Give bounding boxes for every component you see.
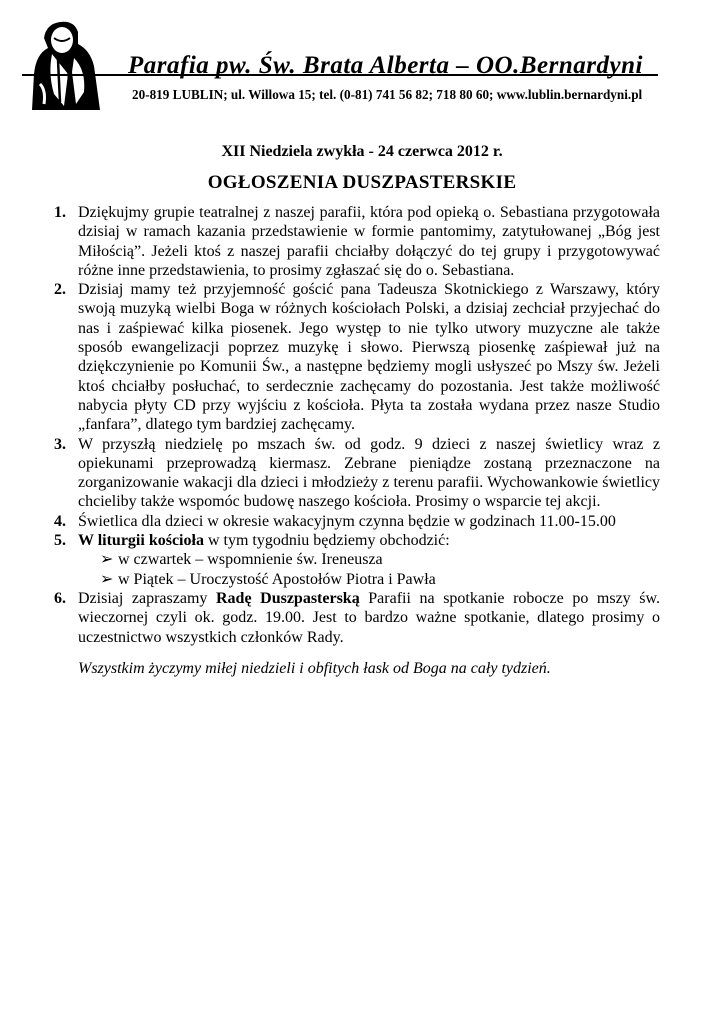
document-title: OGŁOSZENIA DUSZPASTERSKIE [207, 172, 517, 193]
item-text: Dziękujmy grupie teatralnej z naszej parafii, która pod opieką o. Sebastiana przygotowała dzisiaj w ramach kazania przedstawienie w formie pantomimy, zatytułowanej „Bóg jest Miłością”. Jeżeli ktoś z naszej parafii chciałby dołączyć do tej grupy i przygotowywać różne inne przedstawienia, to prosimy zgłaszać się do o. Sebastiana. [78, 204, 660, 279]
item-bold-text: W liturgii kościoła [78, 532, 204, 550]
item-number: 3. [54, 435, 66, 453]
item-text: Świetlica dla dzieci w okresie wakacyjnym czynna będzie w godzinach 11.00-15.00 [78, 512, 616, 530]
friar-figure-icon [24, 14, 112, 112]
arrow-bullet-icon: ➢ [100, 570, 114, 588]
announcement-item-3 [54, 435, 660, 512]
item-text: Parafii na spotkanie robocze po mszy św. wieczornej czyli ok. godz. 19.00. Jest to bardzo ważne spotkanie, dlatego prosimy o uczestnictwo wszystkich członków Rady. [78, 589, 661, 646]
announcement-item-5 [54, 531, 660, 589]
item-number: 6. [54, 589, 66, 607]
item-number: 1. [54, 204, 66, 221]
item-text: W przyszłą niedzielę po mszach św. od godz. 9 dzieci z naszej świetlicy wraz z opiekunami przeprowadzą kiermasz. Zebrane pieniądze zostaną przeznaczone na zorganizowanie wakacji dla dzieci i młodzieży z terenu parafii. Wychowankowie świetlicy chcieliby także wspomóc budowę naszego kościoła. Prosimy o wsparcie tej akcji. [78, 435, 660, 511]
item-text: Dzisiaj zapraszamy [78, 589, 216, 607]
parish-name: Parafia pw. Św. Brata Alberta – OO.Bernardyni [128, 52, 643, 79]
arrow-bullet-icon: ➢ [100, 551, 114, 569]
liturgy-subitem [78, 570, 660, 589]
announcement-item-6 [54, 589, 660, 647]
item-bold-text: Radę Duszpasterską [216, 589, 360, 607]
item-text: w tym tygodniu będziemy obchodzić: [203, 532, 450, 550]
item-number: 2. [54, 281, 66, 299]
subitem-text: w Piątek – Uroczystość Apostołów Piotra i Pawła [118, 570, 436, 588]
closing-wishes: Wszystkim życzymy miłej niedzieli i obfitych łask od Boga na cały tydzień. [78, 660, 551, 677]
announcement-list [54, 203, 660, 647]
item-number: 5. [54, 532, 66, 550]
subitem-text: w czwartek – wspomnienie św. Ireneusza [118, 551, 383, 569]
announcement-item-2 [54, 280, 660, 434]
liturgical-date: XII Niedziela zwykła - 24 czerwca 2012 r. [221, 143, 503, 160]
liturgy-subitem [78, 550, 660, 569]
parish-contact: 20-819 LUBLIN; ul. Willowa 15; tel. (0-81) 741 56 82; 718 80 60; www.lublin.bernardyni.pl [132, 87, 643, 102]
announcement-item-1 [54, 203, 660, 280]
item-text: Dzisiaj mamy też przyjemność gościć pana Tadeusza Skotnickiego z Warszawy, który swoją muzyką wielbi Boga w różnych kościołach Polski, a dzisiaj zechciał przyjechać do nas i zaśpiewać kilka piosenek. Jego występ to nie tylko utwory muzyczne ale także sposób ewangelizacji poprzez muzykę i słowo. Pierwszą piosenkę zaśpiewał już na dziękczynienie po Komunii Św., a następne będziemy mogli usłyszeć po Mszy św. Jeżeli ktoś chciałby posłuchać, to serdecznie zachęcamy do pozostania. Jest także możliwość nabycia płyty CD przy wyjściu z kościoła. Płyta ta została wydana przez nasze Studio „fanfara”, dlatego tym bardziej zachęcamy. [78, 281, 660, 434]
item-number: 4. [54, 512, 66, 530]
announcement-item-4 [54, 512, 660, 531]
